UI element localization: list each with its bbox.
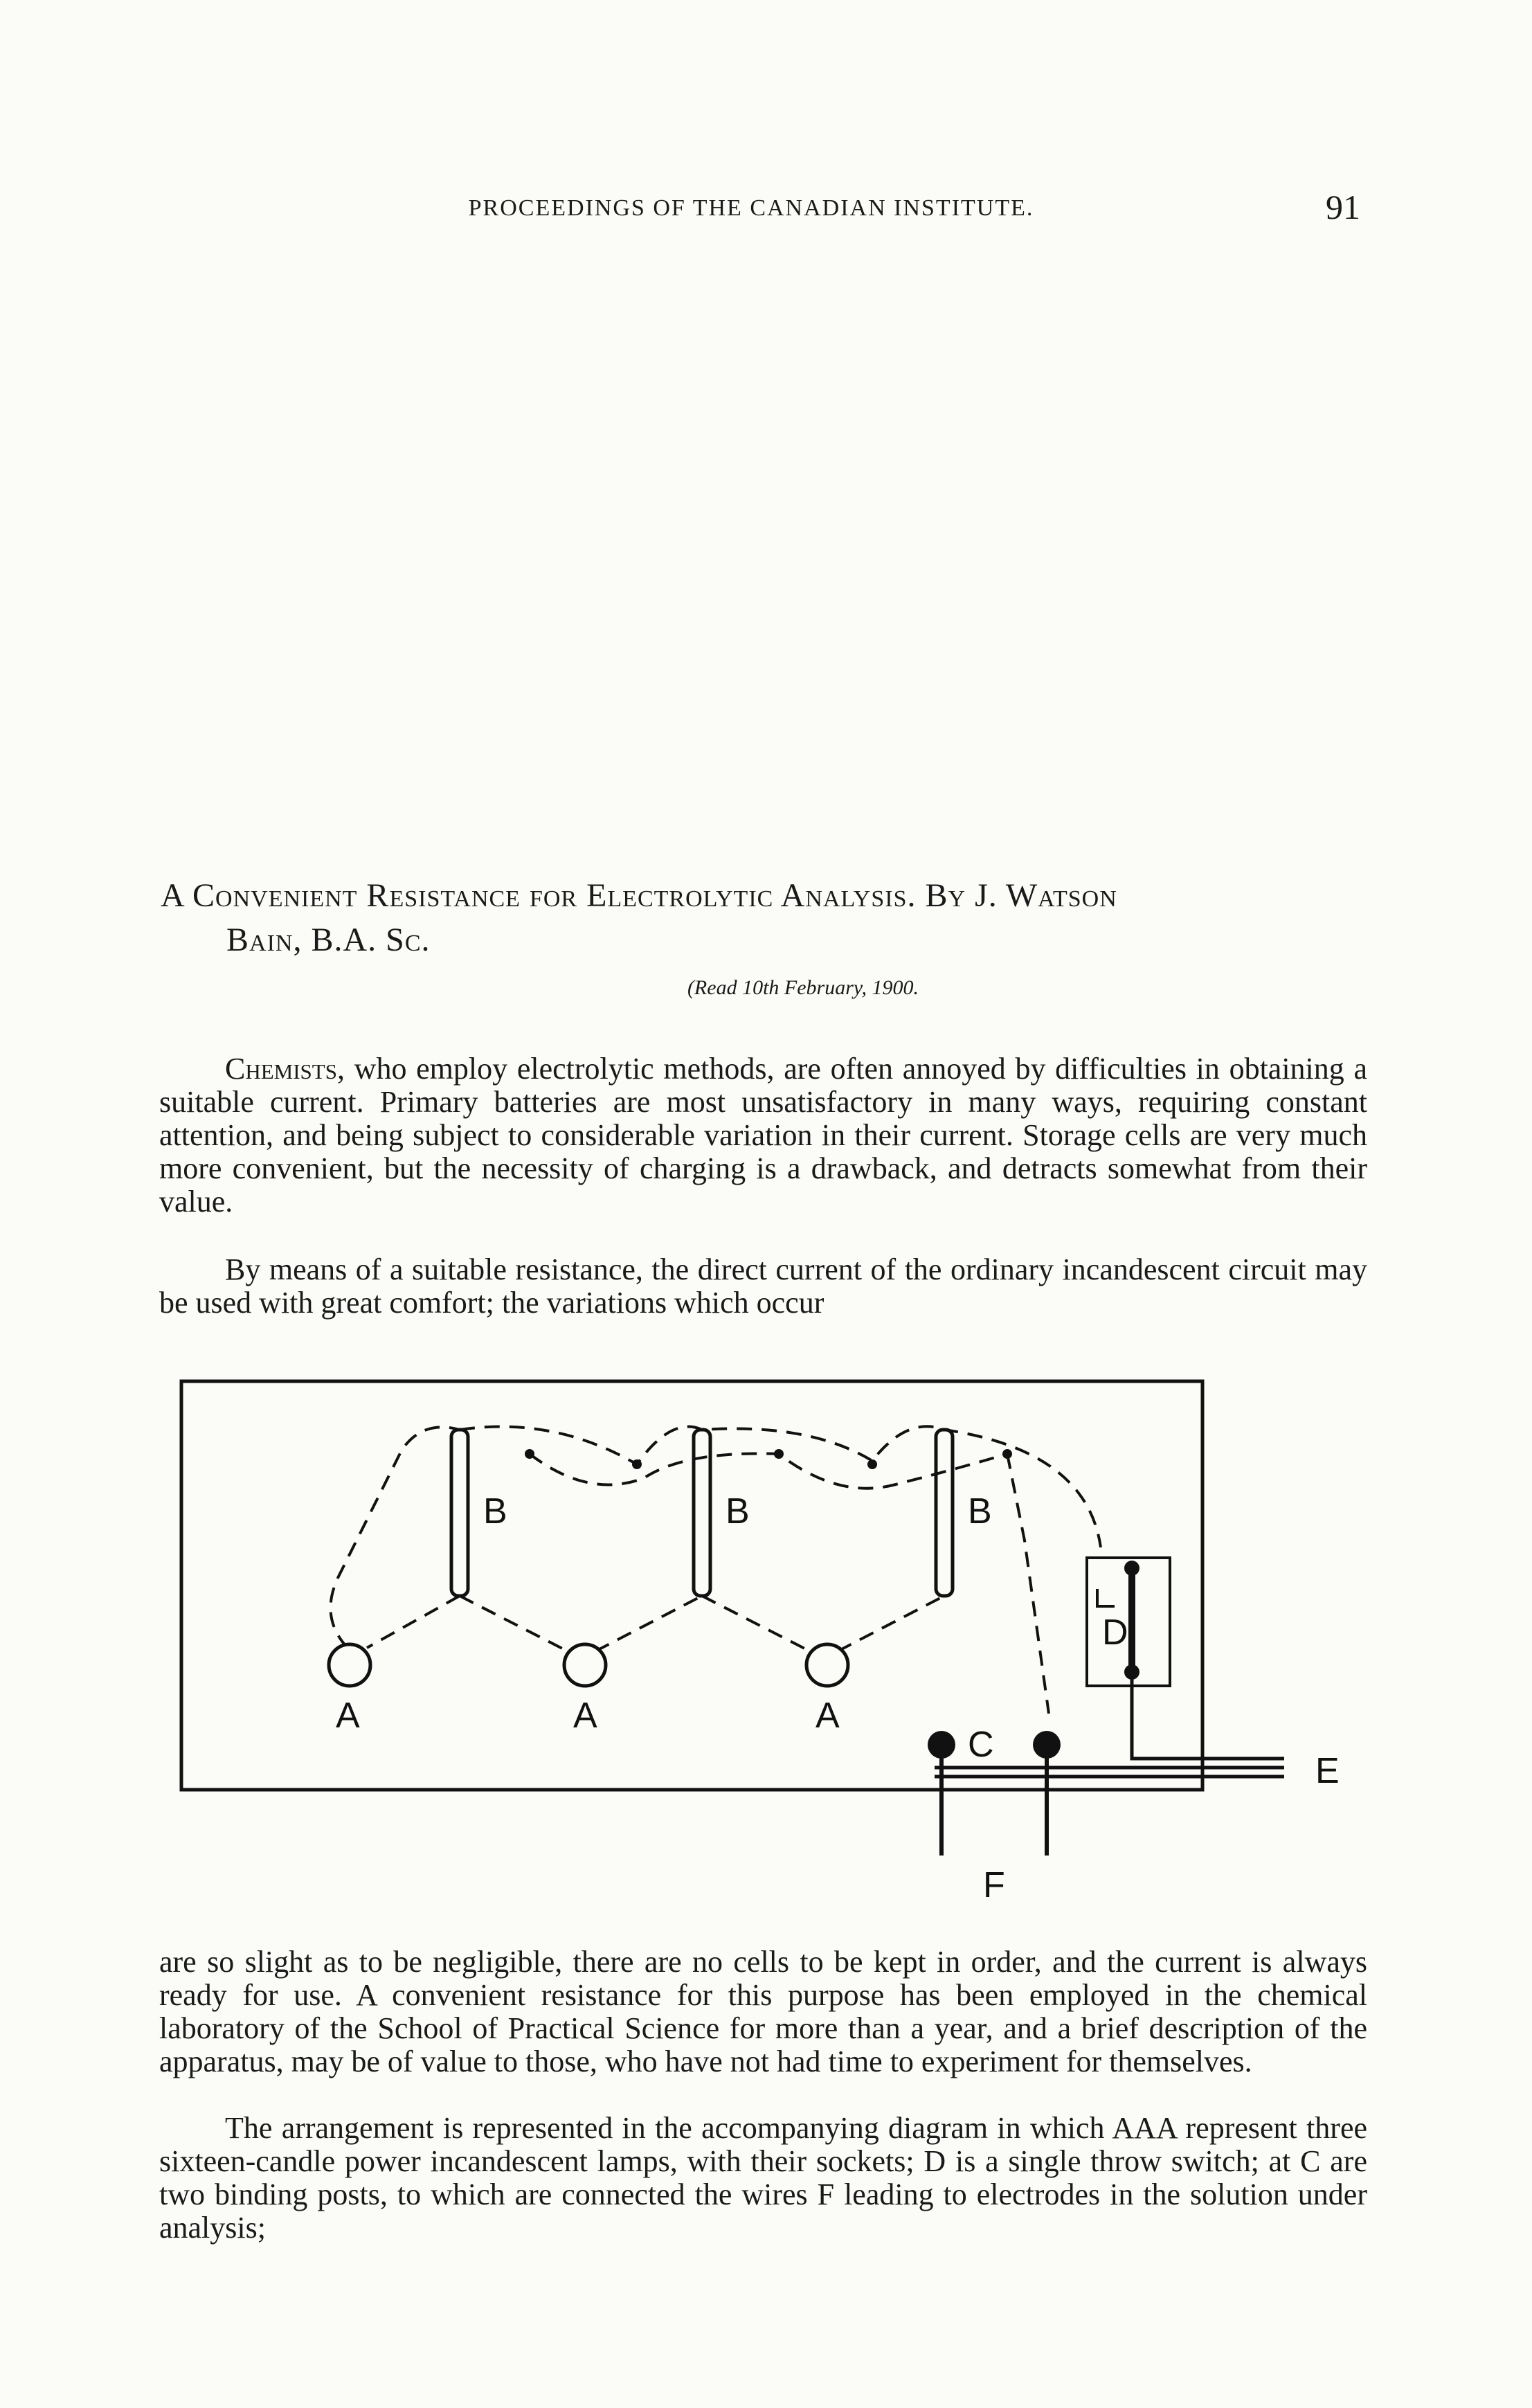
terminal-dot-3 (774, 1449, 784, 1459)
terminal-dot-5 (1002, 1449, 1012, 1459)
terminal-dot-1 (525, 1449, 534, 1459)
switch-d-corner (1097, 1589, 1115, 1606)
label-b3: B (968, 1491, 992, 1531)
wire-b2-a3 (702, 1596, 810, 1651)
wire-a2-b2 (595, 1596, 702, 1651)
wire-a3-b3 (838, 1596, 944, 1651)
wire-a1-left (331, 1427, 460, 1648)
wire-top-arc (460, 1426, 1101, 1547)
dashed-wiring (331, 1426, 1101, 1714)
paragraph-3: are so slight as to be negligible, there are no cells to be kept in order, and the current is always ready for use. A convenient resistance for this purpose has been employed in the chemical laboratory of the School of Practical Science for more than a year, and a brief description of the apparatus, may be of value to those, who have not had time to experiment for themselves. (159, 1945, 1367, 2078)
circuit-diagram-svg (173, 1367, 1385, 1907)
label-f: F (983, 1865, 1005, 1905)
paragraph-1-text: , who employ electrolytic methods, are often annoyed by difficulties in obtaining a suitable current. Primary batteries are most unsatisfactory in many ways, requiring constant attention, and being subject to considerable variation in their current. Storage cells are very much more convenient, but the necessity of charging is a drawback, and detracts somewhat from their value. (159, 1052, 1367, 1219)
paragraph-1-lead: Chemists (225, 1052, 337, 1086)
rod-b1 (451, 1430, 468, 1596)
article-title-line1: A Convenient Resistance for Electrolytic Analysis. By J. Watson (161, 877, 1117, 914)
paragraph-2: By means of a suitable resistance, the direct current of the ordinary incandescent circuit may be used with great comfort; the variations which occur (159, 1252, 1367, 1320)
paragraph-1 (159, 1052, 1367, 1219)
label-a1: A (336, 1696, 360, 1736)
label-a2: A (573, 1696, 597, 1736)
wire-to-c (1007, 1454, 1049, 1714)
running-head: PROCEEDINGS OF THE CANADIAN INSTITUTE. (468, 195, 1034, 221)
label-b1: B (483, 1491, 507, 1531)
lamp-a1 (329, 1644, 370, 1686)
label-d: D (1102, 1612, 1128, 1653)
label-b2: B (726, 1491, 750, 1531)
label-c: C (968, 1725, 994, 1765)
circuit-diagram (173, 1367, 1385, 1907)
rod-b2 (694, 1430, 710, 1596)
label-a3: A (815, 1696, 840, 1736)
page-number: 91 (1326, 188, 1360, 226)
lamp-a3 (806, 1644, 848, 1686)
switch-d-pin-top (1124, 1561, 1139, 1576)
terminal-dot-2 (632, 1459, 642, 1469)
article-title-line2: Bain, B.A. Sc. (226, 922, 431, 958)
wire-b1-a1 (367, 1596, 460, 1648)
lamp-a2 (564, 1644, 606, 1686)
terminal-dot-4 (867, 1459, 877, 1469)
read-date: (Read 10th February, 1900. (687, 976, 919, 999)
rod-b3 (936, 1430, 953, 1596)
label-e: E (1315, 1751, 1340, 1791)
article-title (161, 874, 1379, 962)
wire-b1-a2 (460, 1596, 568, 1651)
paragraph-4: The arrangement is represented in the accompanying diagram in which AAA represent three sixteen-candle power incandescent lamps, with their sockets; D is a single throw switch; at C are two binding posts, to which are connected the wires F leading to electrodes in the solution under analysis; (159, 2111, 1367, 2245)
